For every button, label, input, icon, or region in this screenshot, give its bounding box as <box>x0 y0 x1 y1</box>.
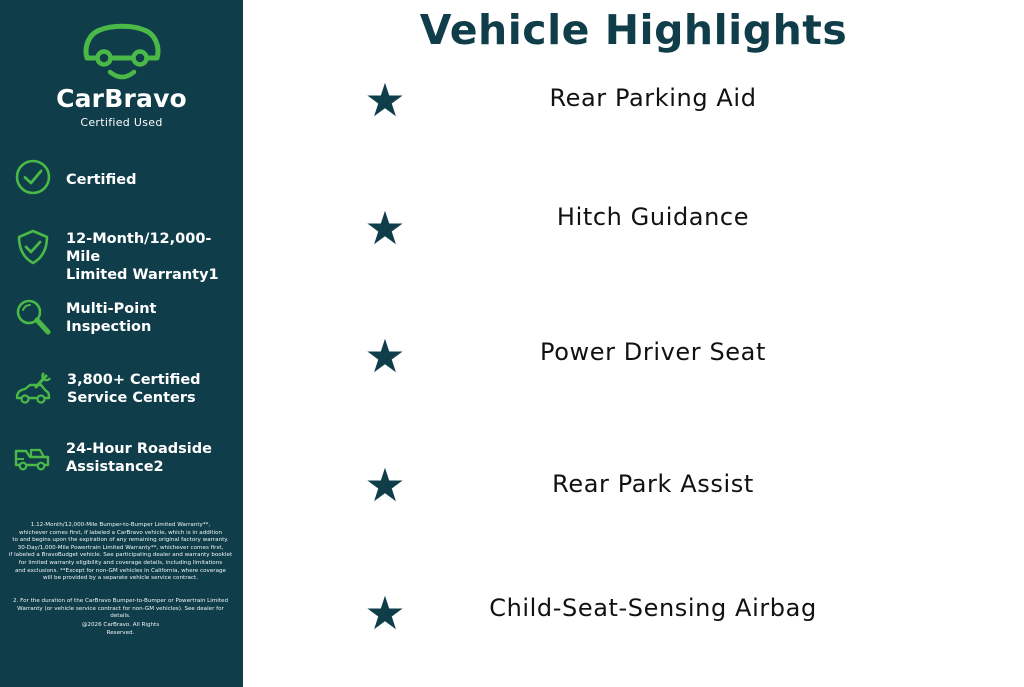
highlight-power-driver-seat: Power Driver Seat <box>540 338 766 366</box>
check-circle-icon <box>14 158 52 196</box>
feature-label: Certified <box>66 172 137 188</box>
highlight-rear-parking-aid: Rear Parking Aid <box>549 84 757 112</box>
feature-label: 3,800+ Certified Service Centers <box>67 372 201 406</box>
star-icon: ★ <box>364 73 406 127</box>
feature-label: 12-Month/12,000-Mile Limited Warranty1 <box>66 231 219 283</box>
brand-subtitle: Certified Used <box>80 116 163 129</box>
shield-check-icon <box>14 228 52 266</box>
magnifier-icon <box>14 298 52 336</box>
highlight-child-seat-sensing-airbag: Child-Seat-Sensing Airbag <box>489 594 817 622</box>
sidebar <box>0 0 243 687</box>
highlight-hitch-guidance: Hitch Guidance <box>556 203 750 231</box>
feature-certified <box>0 156 243 206</box>
star-icon: ★ <box>364 586 406 640</box>
star-icon: ★ <box>364 458 406 512</box>
page-title: Vehicle Highlights <box>419 6 848 54</box>
car-smile-icon <box>80 20 164 84</box>
feature-label: 24-Hour Roadside Assistance2 <box>66 441 212 475</box>
copyright-text: @2026 CarBravo. All Rights Reserved. <box>81 622 160 636</box>
feature-inspection <box>0 296 243 346</box>
brand-name: CarBravo <box>56 84 187 113</box>
feature-roadside <box>0 436 243 486</box>
highlight-rear-park-assist: Rear Park Assist <box>552 470 754 498</box>
warranty-disclaimer: 1.12-Month/12,000-Mile Bumper-to-Bumper Limited Warranty**, whichever comes first, if labeled a CarBravo vehicle, which is in addition to and begins upon the expiration of any remaining original factory warranty. 30-Day/1,000-Mile Powertrain Limited Warranty**, whichever comes first, if labeled a BravoBudget vehicle. See participating dealer and warranty booklet for limited warranty eligibility and coverage details, including limitations and exclusions. **Except for non-GM vehicles in California, where coverage will be provided by a separate vehicle service contract. <box>8 522 233 582</box>
roadside-disclaimer: 2. For the duration of the CarBravo Bumper-to-Bumper or Powertrain Limited Warranty (or vehicle service contract for non-GM vehicles). See dealer for details. <box>12 598 229 620</box>
star-icon: ★ <box>364 201 406 255</box>
feature-warranty <box>0 226 243 283</box>
wrench-car-icon <box>14 370 52 408</box>
star-icon: ★ <box>364 329 406 383</box>
feature-service-centers <box>0 366 243 416</box>
feature-label: Multi-Point Inspection <box>66 301 157 335</box>
tow-truck-icon <box>14 438 52 476</box>
